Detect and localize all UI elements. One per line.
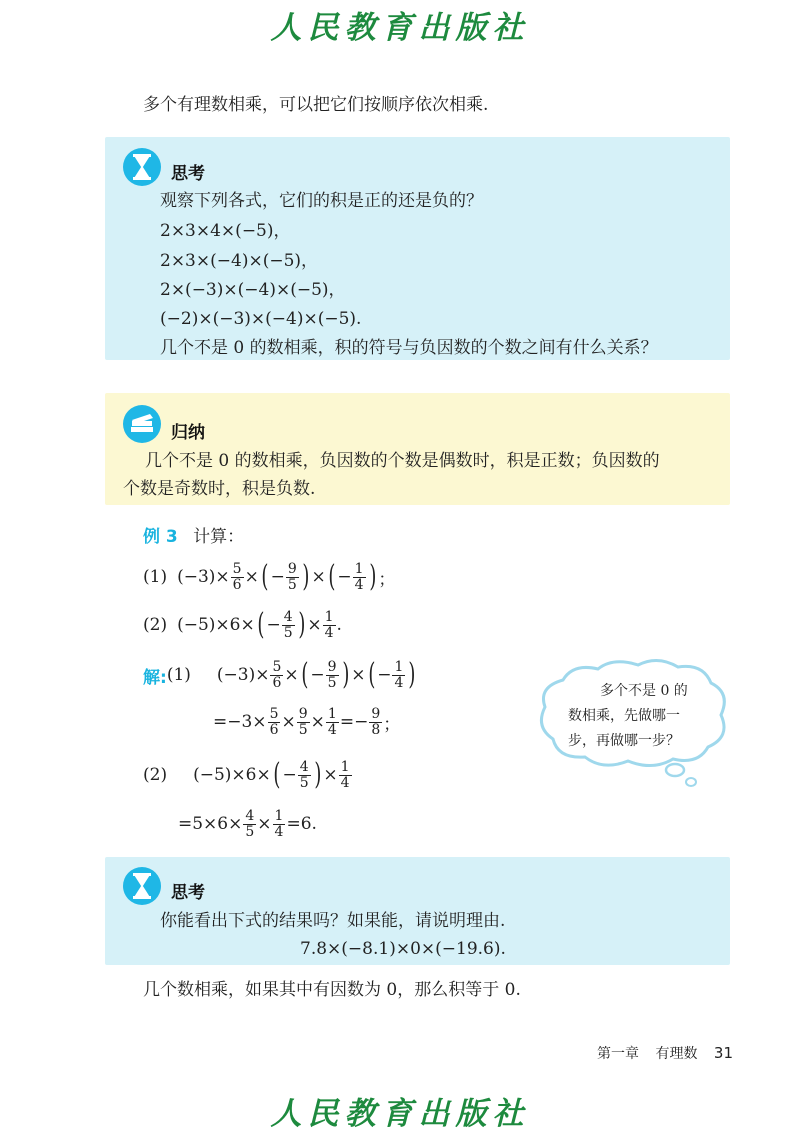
solution-2-number: (2) [143,765,168,785]
fraction: $\frac{9}{5}$ [298,705,308,738]
hourglass-icon [123,148,161,186]
problem-1: (1) (−3)× $\frac{5}{6}$ × ( − $\frac{9}{5}$ ) × ( − $\frac{1}{4}$ ) ； [143,559,396,594]
times-sign: × [244,567,259,587]
problem-1-head: (−3)× [177,567,230,587]
solution-1-line-2: =−3× $\frac{5}{6}$ × $\frac{9}{5}$ × $\frac{1}{4}$ =− $\frac{9}{8}$ ； [213,705,401,738]
think-title-1: 思考 [171,164,205,184]
solution-2-line-1: (2) (−5)×6× ( − $\frac{4}{5}$ ) × $\frac{1}{4}$ [143,757,350,792]
think1-question: 几个不是 0 的数相乘，积的符号与负因数的个数之间有什么关系？ [160,338,658,358]
page-footer [597,1043,733,1063]
header-publisher-logo: 人民教育出版社 [270,10,530,46]
footer-topic: 有理数 [655,1046,698,1062]
solution-2-line-2: =5×6× $\frac{4}{5}$ × $\frac{1}{4}$ =6. [178,807,317,840]
fraction: $\frac{1}{4}$ [274,807,284,840]
solution-1-number: (1) [166,665,191,685]
conclusion-text: 几个数相乘，如果其中有因数为 0，那么积等于 0. [143,980,521,1000]
think2-prompt: 你能看出下式的结果吗？如果能，请说明理由. [160,911,506,931]
book-stack-icon [123,405,161,443]
problem-2: (2) (−5)×6× ( − $\frac{4}{5}$ ) × $\frac{1}{4}$ . [143,607,342,642]
fraction: $\frac{4}{5}$ [245,807,255,840]
think-title-2: 思考 [171,883,205,903]
summary-title: 归纳 [171,423,205,443]
solution-label: 解: [143,667,167,688]
problem-2-number: (2) [143,615,168,635]
fraction: $\frac{1}{4}$ [324,608,334,641]
problem-2-head: (−5)×6× [177,615,255,635]
summary-line-1: 几个不是 0 的数相乘，负因数的个数是偶数时，积是正数；负因数的 [145,451,660,471]
think1-line: (−2)×(−3)×(−4)×(−5). [160,309,362,329]
bubble-line-3: 步，再做哪一步？ [568,733,680,749]
fraction: $\frac{1}{4}$ [340,758,350,791]
fraction: $\frac{1}{4}$ [354,560,364,593]
thought-bubble [533,655,733,790]
summary-box [105,393,730,505]
example-task: 计算： [193,527,245,547]
fraction: $\frac{1}{4}$ [394,658,404,691]
fraction: $\frac{4}{5}$ [283,608,293,641]
think2-expression: 7.8×(−8.1)×0×(−19.6). [300,939,506,959]
think1-line: 2×(−3)×(−4)×(−5)， [160,280,346,300]
fraction: $\frac{1}{4}$ [327,705,337,738]
fraction: $\frac{4}{5}$ [299,758,309,791]
summary-line-2: 个数是奇数时，积是负数. [123,479,316,499]
fraction: $\frac{9}{5}$ [287,560,297,593]
think-box-2 [105,857,730,965]
page-number: 31 [713,1044,733,1062]
think-box-1 [105,137,730,360]
fraction: $\frac{5}{6}$ [272,658,282,691]
example-heading [143,527,244,547]
example-label: 例 3 [143,527,178,547]
bubble-line-2: 数相乘，先做哪一 [568,708,680,724]
hourglass-icon [123,867,161,905]
intro-text: 多个有理数相乘，可以把它们按顺序依次相乘. [143,95,489,115]
fraction: $\frac{9}{5}$ [327,658,337,691]
bubble-line-1: 多个不是 0 的 [600,683,688,699]
fraction: $\frac{9}{8}$ [371,705,381,738]
footer-publisher-logo: 人民教育出版社 [270,1096,530,1132]
think1-prompt: 观察下列各式，它们的积是正的还是负的？ [160,191,483,211]
fraction: $\frac{5}{6}$ [232,560,242,593]
problem-1-number: (1) [143,567,168,587]
solution-1-line-1: 解: (1) (−3)× $\frac{5}{6}$ × ( − $\frac{9}{5}$ ) × ( − $\frac{1}{4}$ ) [143,657,416,692]
think1-line: 2×3×(−4)×(−5)， [160,251,319,271]
fraction: $\frac{5}{6}$ [269,705,279,738]
think1-line: 2×3×4×(−5)， [160,221,291,241]
footer-chapter: 第一章 [597,1046,639,1062]
